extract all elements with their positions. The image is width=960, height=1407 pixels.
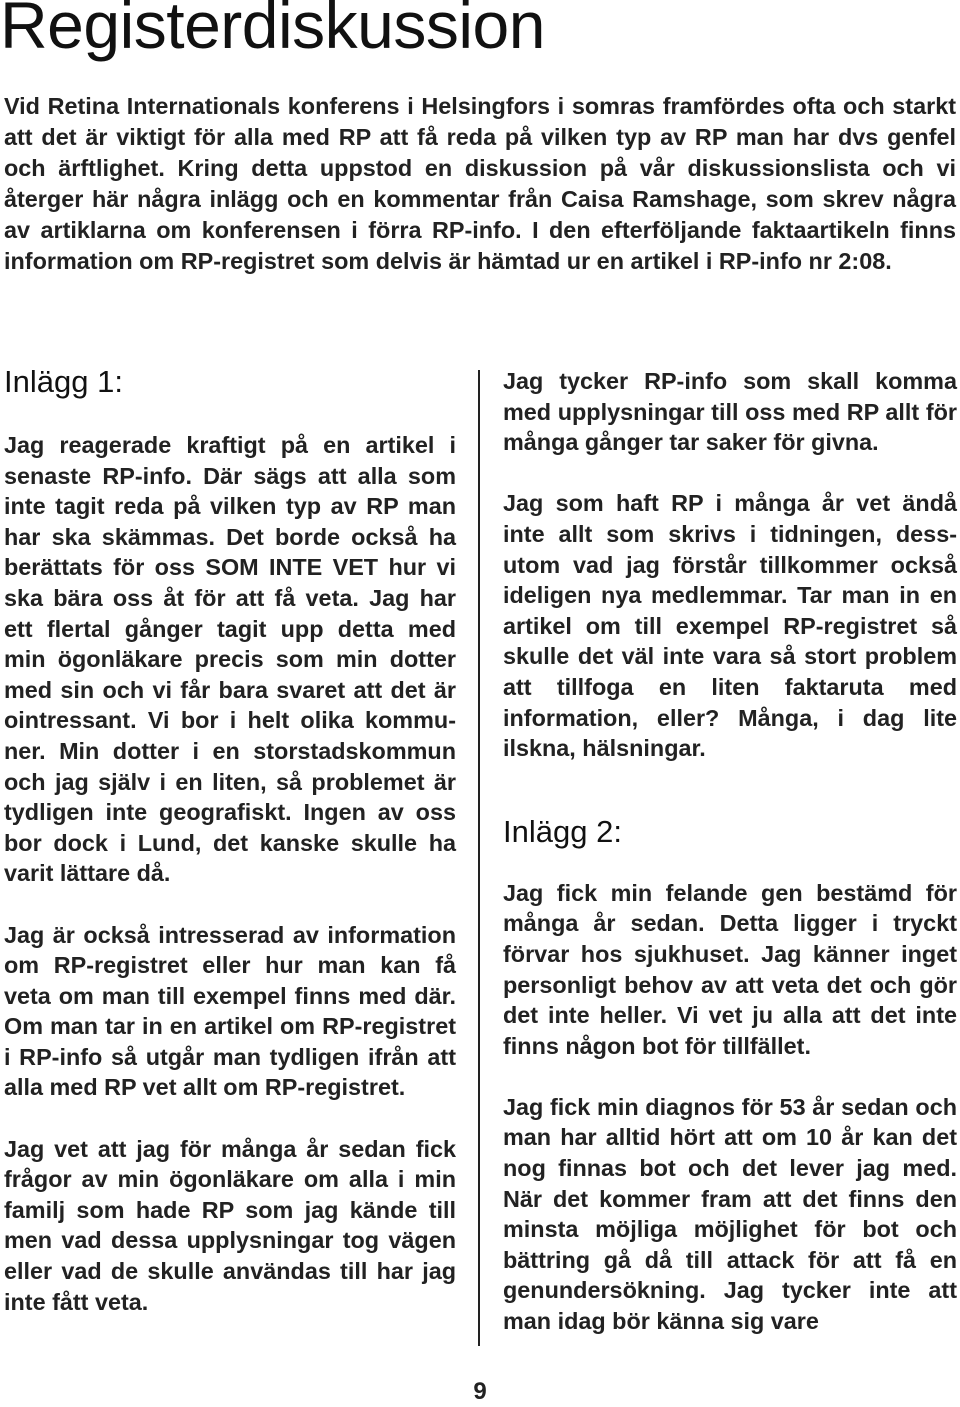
post-1-paragraph-4: Jag tycker RP-info som skall komma med upplysningar till oss med RP allt för många gånger tar saker för givna. [503, 368, 957, 456]
right-column [503, 366, 957, 1367]
post-1-paragraph-1: Jag reagerade kraftigt på en artikel i senaste RP-info. Där sägs att alla som inte tagit reda på vilken typ av RP man har ska skämmas. Det borde också ha berättats för oss SOM INTE VET hur vi ska bära oss åt för att få veta. Jag har ett flertal gånger tagit upp detta med min ögonläkare precis som min dotter med sin och vi får bara svaret att det är ointressant. Vi bor i helt olika kommuner. Min dotter i en storstadskommun och jag själv i en liten, så problemet är tydligen inte geografiskt. Ingen av oss bor dock i Lund, det kanske skulle ha varit lättare då. [4, 432, 456, 887]
post-2-paragraph-1: Jag fick min felande gen bestämd för många år sedan. Detta ligger i tryckt förvar hos sjukhuset. Jag känner inget personligt behov av att veta det och gör det inte heller. Vi vet ju alla att det inte finns någon bot för tillfället. [503, 879, 957, 1059]
post-1-paragraph-5: Jag som haft RP i många år vet ändå inte allt som skrivs i tidningen, dessutom vad jag förstår tillkommer också ideligen nya medlemmar. Tar man in en artikel om till exempel RP-registret så skulle det väl inte vara så stort problem att tillfoga en liten faktaruta med information, eller? Många, i dag lite ilskna, hälsningar. [503, 490, 957, 762]
post-2-paragraph-2: Jag fick min diagnos för 53 år sedan och man har alltid hört att om 10 år kan det nog finnas bot och det lever jag med. När det kommer fram att det finns den minsta möjliga möjlighet för bot och bättring gå då till attack för att få en genundersökning. Jag tycker inte att man idag bör känna sig vare [503, 1093, 957, 1335]
column-divider [478, 370, 480, 1346]
page-number: 9 [473, 1378, 487, 1405]
article-title: Registerdiskussion [0, 0, 545, 62]
post-1-paragraph-2: Jag är också intresserad av information om RP-registret eller hur man kan få veta om man till exempel finns med där. Om man tar in en artikel om RP-registret i RP-info så utgår man tydligen ifrån att alla med RP vet allt om RP-registret. [4, 921, 456, 1101]
article-intro: Vid Retina Internationals konferens i Helsingfors i somras framfördes ofta och starkt att det är viktigt för alla med RP att få reda på vilken typ av RP man har dvs genfel och ärftlighet. Kring detta uppstod en diskussion på vår diskussionslista och vi återger här några inlägg och en kommentar från Caisa Ramshage, som skrev några av artiklarna om konferensen i förra RP-info. I den efterföljande faktaartikeln finns information om RP-registret som delvis är hämtad ur en artikel i RP-info nr 2:08. [4, 93, 956, 275]
post-2-heading: Inlägg 2: [503, 813, 622, 849]
post-1-paragraph-3: Jag vet att jag för många år sedan fick frågor av min ögonläkare om alla i min familj som hade RP som jag kände till men vad dessa upplysningar tog vägen eller vad de skulle användas till har jag inte fått veta. [4, 1135, 456, 1315]
left-column [4, 362, 456, 1348]
post-1-heading: Inlägg 1: [4, 364, 123, 399]
